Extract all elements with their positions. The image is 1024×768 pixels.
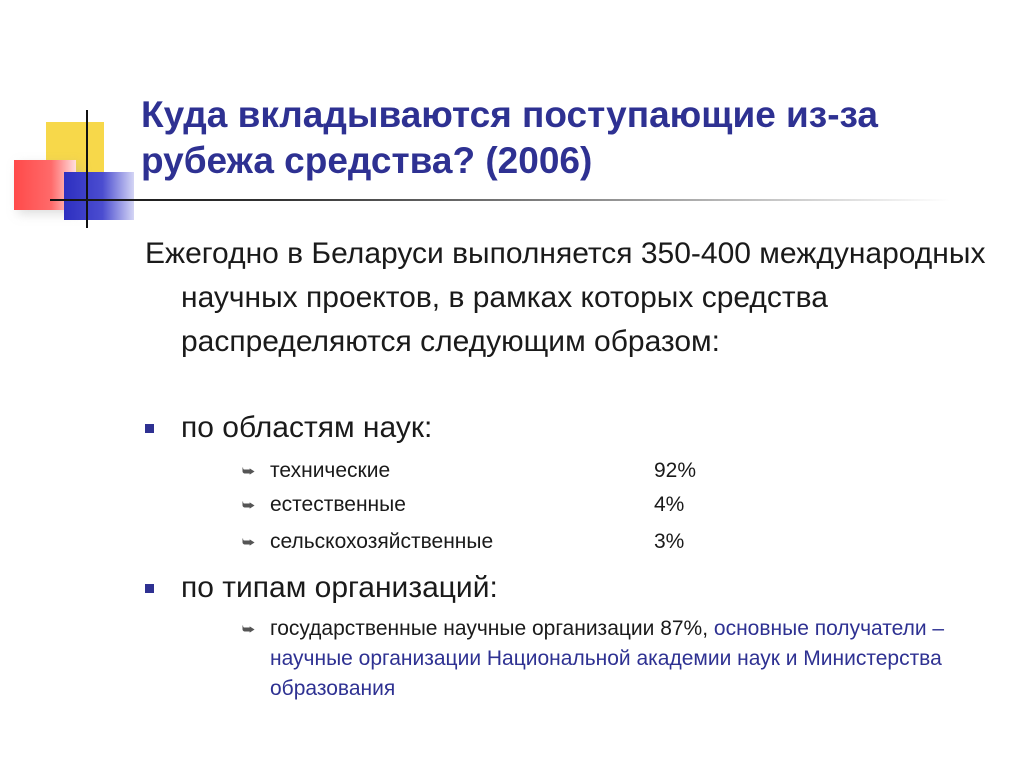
section-organizations [145, 568, 498, 608]
item-label: технические [270, 459, 391, 482]
item-label: сельскохозяйственные [270, 530, 494, 553]
list-item [242, 614, 962, 704]
square-bullet-icon [145, 584, 154, 593]
slide-title: Куда вкладываются поступающие из-за рубежа средства? (2006) [141, 94, 879, 181]
chevron-right-icon: ⮩ [242, 463, 256, 479]
section-sciences [145, 408, 432, 448]
chevron-right-icon: ⮩ [242, 621, 256, 637]
square-bullet-icon [145, 424, 154, 433]
section-label: по типам организаций: [181, 571, 498, 604]
item-value: 3% [654, 530, 685, 553]
item-value: 92% [654, 459, 697, 482]
chevron-right-icon: ⮩ [242, 497, 256, 513]
section-label: по областям наук: [181, 411, 433, 444]
item-text [270, 614, 950, 704]
item-value: 4% [654, 493, 685, 516]
chevron-right-icon: ⮩ [242, 534, 256, 550]
item-label: естественные [270, 493, 406, 516]
intro-paragraph: Ежегодно в Беларуси выполняется 350-400 международных научных проектов, в рамках которых средства распределяются следующим образом: [145, 237, 986, 358]
item-text-plain: государственные научные организации 87%, [270, 617, 714, 640]
item-text-highlight: основные получатели – научные организации Национальной академии наук и Министерства образования [270, 617, 945, 700]
